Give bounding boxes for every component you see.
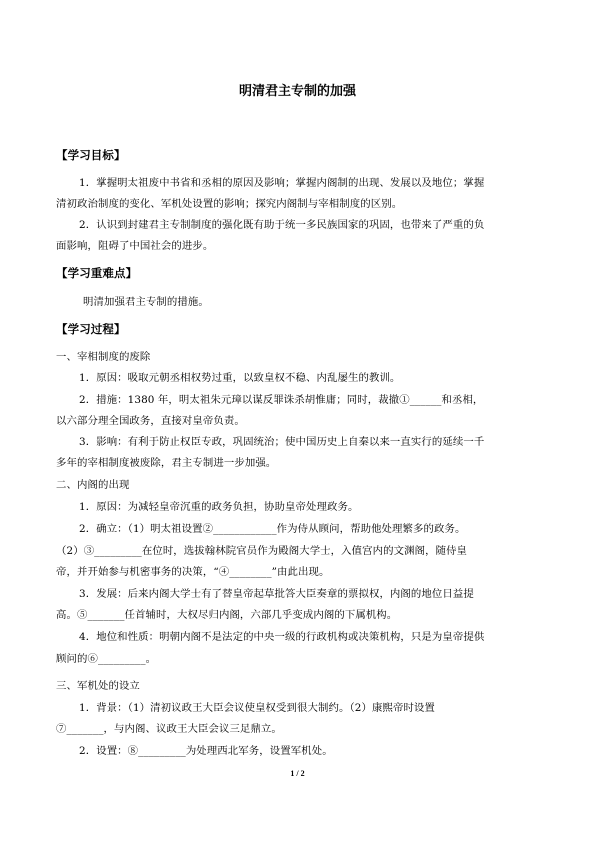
text-line: 2．设置：⑧_________为处理西北军务，设置军机处。 bbox=[79, 745, 333, 757]
section-heading: 【学习重难点】 bbox=[56, 266, 138, 280]
text-line: 2．确立：（1）明太祖设置②____________作为侍从顾问，帮助他处理繁多的政务。 bbox=[79, 523, 466, 535]
text-line: 帝，并开始参与机密事务的决策，“④________”由此出现。 bbox=[56, 566, 330, 578]
text-line: 2．措施：1380 年，明太祖朱元璋以谋反罪诛杀胡惟庸；同时，裁撤①______和丞相， bbox=[79, 394, 484, 406]
page-title: 明清君主专制的加强 bbox=[238, 84, 356, 99]
text-line: 顾问的⑥_________。 bbox=[56, 653, 157, 665]
page-number: 1 / 2 bbox=[290, 769, 305, 778]
text-line: 3．影响：有利于防止权臣专政，巩固统治；使中国历史上自秦以来一直实行的延续一千 bbox=[79, 436, 485, 448]
section-heading: 【学习目标】 bbox=[56, 148, 126, 162]
text-line: 清初政治制度的变化、军机处设置的影响；探究内阁制与宰相制度的区别。 bbox=[56, 198, 403, 210]
text-line: （2）③_________在位时，选拔翰林院官员作为殿阁大学士，入值宫内的文渊阁，随侍皇 bbox=[56, 545, 468, 557]
section-heading: 【学习过程】 bbox=[56, 322, 126, 336]
text-line: 一、宰相制度的废除 bbox=[56, 351, 151, 363]
text-line: 多年的宰相制度被废除，君主专制进一步加强。 bbox=[56, 457, 277, 469]
text-line: 1．掌握明太祖废中书省和丞相的原因及影响；掌握内阁制的出现、发展以及地位；掌握 bbox=[79, 177, 485, 189]
text-line: 2．认识到封建君主专制制度的强化既有助于统一多民族国家的巩固，也带来了严重的负 bbox=[79, 219, 485, 231]
text-line: 1．原因：为减轻皇帝沉重的政务负担，协助皇帝处理政务。 bbox=[79, 501, 359, 513]
text-line: 1．背景：（1）清初议政王大臣会议使皇权受到很大制约。（2）康熙帝时设置 bbox=[79, 702, 435, 714]
text-line: 明清加强君主专制的措施。 bbox=[83, 296, 209, 308]
text-line: 二、内阁的出现 bbox=[56, 479, 130, 491]
text-line: 3．发展：后来内阁大学士有了替皇帝起草批答大臣奏章的票拟权，内阁的地位日益提 bbox=[79, 588, 474, 600]
text-line: 以六部分理全国政务，直接对皇帝负责。 bbox=[56, 415, 245, 427]
text-line: 高。⑤_______任首辅时，大权尽归内阁，六部几乎变成内阁的下属机构。 bbox=[56, 609, 398, 621]
text-line: 面影响，阻碍了中国社会的进步。 bbox=[56, 240, 214, 252]
text-line: 4．地位和性质：明朝内阁不是法定的中央一级的行政机构或决策机构，只是为皇帝提供 bbox=[79, 631, 485, 643]
text-line: 三、军机处的设立 bbox=[56, 680, 140, 692]
text-line: 1．原因：吸取元朝丞相权势过重，以致皇权不稳、内乱屡生的教训。 bbox=[79, 372, 401, 384]
text-line: ⑦_______，与内阁、议政王大臣会议三足鼎立。 bbox=[56, 723, 282, 735]
